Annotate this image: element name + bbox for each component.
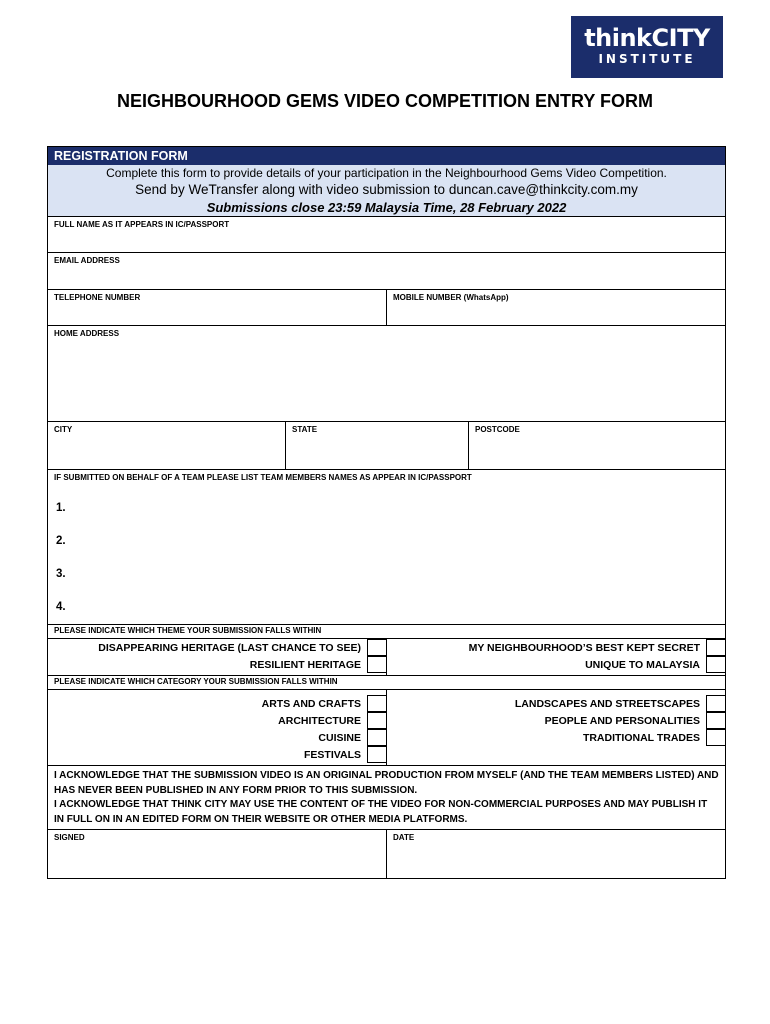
email-row	[48, 253, 725, 290]
category-option[interactable]	[387, 696, 725, 713]
email-field[interactable]	[48, 253, 725, 289]
theme-options-left	[48, 639, 386, 675]
telephone-label: TELEPHONE NUMBER	[54, 293, 141, 302]
team-member-1[interactable]: 1.	[56, 502, 66, 514]
city-row	[48, 422, 725, 470]
theme-checkbox[interactable]	[706, 656, 725, 673]
intro-line3: Submissions close 23:59 Malaysia Time, 28 February 2022	[206, 200, 567, 215]
category-option[interactable]	[387, 713, 725, 730]
team-members-field[interactable]	[48, 470, 725, 624]
signature-row	[48, 830, 725, 878]
theme-option[interactable]	[48, 640, 386, 657]
mobile-field[interactable]	[386, 290, 725, 325]
state-field[interactable]	[285, 422, 468, 469]
category-label-row	[48, 676, 725, 690]
category-option-label: LANDSCAPES AND STREETSCAPES	[514, 698, 700, 710]
full-name-row	[48, 217, 725, 253]
acknowledgement	[48, 766, 725, 830]
postcode-field[interactable]	[468, 422, 725, 469]
theme-option-label: RESILIENT HERITAGE	[249, 659, 361, 671]
state-label: STATE	[292, 425, 318, 434]
category-checkbox[interactable]	[706, 712, 725, 729]
signed-field[interactable]	[48, 830, 386, 878]
full-name-field[interactable]	[48, 217, 725, 252]
theme-option[interactable]	[387, 640, 725, 657]
thinkcity-logo	[571, 16, 723, 78]
email-label: EMAIL ADDRESS	[54, 256, 120, 265]
team-label: IF SUBMITTED ON BEHALF OF A TEAM PLEASE LIST TEAM MEMBERS NAMES AS APPEAR IN IC/PASSPORT	[54, 473, 472, 482]
category-option[interactable]	[48, 713, 386, 730]
category-option[interactable]	[387, 730, 725, 747]
category-options	[48, 690, 725, 766]
category-option[interactable]	[48, 730, 386, 747]
theme-option-label: MY NEIGHBOURHOOD’S BEST KEPT SECRET	[468, 642, 700, 654]
form-intro	[48, 165, 725, 217]
theme-option-label: DISAPPEARING HERITAGE (LAST CHANCE TO SEE)	[98, 642, 361, 654]
category-option-label: PEOPLE AND PERSONALITIES	[544, 715, 700, 727]
theme-label-row	[48, 625, 725, 639]
team-row	[48, 470, 725, 625]
category-option-label: ARCHITECTURE	[278, 715, 361, 727]
home-address-label: HOME ADDRESS	[54, 329, 120, 338]
theme-checkbox[interactable]	[367, 639, 386, 656]
acknowledgement-p2: I ACKNOWLEDGE THAT THINK CITY MAY USE THE CONTENT OF THE VIDEO FOR NON-COMMERCIAL PURPOSES AND MAY PUBLISH IT IN FULL ON IN AN EDITED FORM ON THEIR WEBSITE OR OTHER MEDIA PLATFORMS.	[54, 799, 708, 825]
signed-label: SIGNED	[54, 833, 85, 842]
category-option-label: FESTIVALS	[304, 749, 361, 761]
category-checkbox[interactable]	[367, 746, 386, 763]
category-checkbox[interactable]	[706, 729, 725, 746]
mobile-label: MOBILE NUMBER (WhatsApp)	[393, 293, 509, 302]
category-option-label: CUISINE	[318, 732, 361, 744]
city-field[interactable]	[48, 422, 285, 469]
category-checkbox[interactable]	[367, 695, 386, 712]
category-option-label: TRADITIONAL TRADES	[582, 732, 700, 744]
category-option[interactable]	[48, 696, 386, 713]
theme-options-right	[386, 639, 725, 675]
theme-label: PLEASE INDICATE WHICH THEME YOUR SUBMISSION FALLS WITHIN	[54, 626, 322, 635]
date-label: DATE	[393, 833, 415, 842]
category-options-right	[386, 690, 725, 765]
date-field[interactable]	[386, 830, 725, 878]
logo-line2: INSTITUTE	[598, 52, 696, 66]
intro-line2: Send by WeTransfer along with video submission to duncan.cave@thinkcity.com.my	[135, 182, 638, 197]
registration-form	[47, 146, 726, 879]
theme-option[interactable]	[48, 657, 386, 674]
theme-label-cell	[48, 625, 725, 638]
theme-checkbox[interactable]	[367, 656, 386, 673]
telephone-field[interactable]	[48, 290, 386, 325]
category-option[interactable]	[48, 747, 386, 764]
team-member-4[interactable]: 4.	[56, 601, 66, 613]
category-option-label: ARTS AND CRAFTS	[261, 698, 361, 710]
home-address-row	[48, 326, 725, 422]
acknowledgement-p1: I ACKNOWLEDGE THAT THE SUBMISSION VIDEO IS AN ORIGINAL PRODUCTION FROM MYSELF (AND THE TEAM MEMBERS LISTED) AND HAS NEVER BEEN PUBLISHED IN ANY FORM PRIOR TO THIS SUBMISSION.	[54, 770, 719, 796]
category-options-left	[48, 690, 386, 765]
phone-row	[48, 290, 725, 326]
city-label: CITY	[54, 425, 73, 434]
category-checkbox[interactable]	[367, 729, 386, 746]
postcode-label: POSTCODE	[475, 425, 520, 434]
theme-checkbox[interactable]	[706, 639, 725, 656]
logo-line1: thinkCITY	[584, 24, 710, 52]
form-header: REGISTRATION FORM	[48, 147, 725, 165]
category-label: PLEASE INDICATE WHICH CATEGORY YOUR SUBMISSION FALLS WITHIN	[54, 677, 338, 686]
theme-option[interactable]	[387, 657, 725, 674]
page-title: NEIGHBOURHOOD GEMS VIDEO COMPETITION ENTRY FORM	[116, 91, 654, 111]
theme-options	[48, 639, 725, 676]
team-member-3[interactable]: 3.	[56, 568, 66, 580]
theme-option-label: UNIQUE TO MALAYSIA	[585, 659, 700, 671]
category-checkbox[interactable]	[367, 712, 386, 729]
intro-line1: Complete this form to provide details of your participation in the Neighbourhood Gems Video Competition.	[106, 166, 667, 180]
category-label-cell	[48, 676, 725, 689]
full-name-label: FULL NAME AS IT APPEARS IN IC/PASSPORT	[54, 220, 230, 229]
team-member-2[interactable]: 2.	[56, 535, 66, 547]
category-checkbox[interactable]	[706, 695, 725, 712]
home-address-field[interactable]	[48, 326, 725, 421]
